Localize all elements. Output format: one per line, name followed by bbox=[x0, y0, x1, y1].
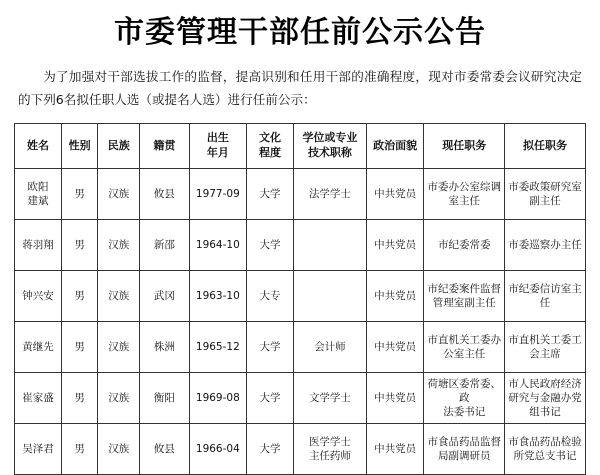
cell-current-position: 荷塘区委常委、政 法委书记 bbox=[424, 373, 505, 424]
table-row bbox=[15, 271, 586, 322]
cell-ethnicity: 汉族 bbox=[98, 322, 140, 373]
cell-proposed-position: 市纪委信访室主 任 bbox=[505, 271, 586, 322]
cell-proposed-position: 市食品药品检验 所党总支书记 bbox=[505, 424, 586, 475]
page-title: 市委管理干部任前公示公告 bbox=[114, 15, 486, 50]
column-header-education: 文化 程度 bbox=[247, 124, 294, 169]
cell-political-status: 中共党员 bbox=[366, 169, 423, 220]
column-header-ethnicity: 民族 bbox=[98, 124, 140, 169]
column-header-proposed-position: 拟任职务 bbox=[505, 124, 586, 169]
cell-sex: 男 bbox=[61, 424, 98, 475]
column-header-current-position: 现任职务 bbox=[424, 124, 505, 169]
cell-native-place: 攸县 bbox=[140, 169, 190, 220]
cell-sex: 男 bbox=[61, 169, 98, 220]
column-header-birth-date: 出生 年月 bbox=[189, 124, 246, 169]
cell-sex: 男 bbox=[61, 322, 98, 373]
cell-birth-date: 1966-04 bbox=[189, 424, 246, 475]
cell-native-place: 衡阳 bbox=[140, 373, 190, 424]
table-body bbox=[15, 169, 586, 475]
cell-ethnicity: 汉族 bbox=[98, 373, 140, 424]
cell-proposed-position: 市委巡察办主任 bbox=[505, 220, 586, 271]
cell-education: 大学 bbox=[247, 322, 294, 373]
cell-education: 大学 bbox=[247, 220, 294, 271]
cell-native-place: 攸县 bbox=[140, 424, 190, 475]
cell-current-position: 市纪委常委 bbox=[424, 220, 505, 271]
cell-birth-date: 1977-09 bbox=[189, 169, 246, 220]
cell-name: 黄继先 bbox=[15, 322, 62, 373]
cell-sex: 男 bbox=[61, 373, 98, 424]
cell-political-status: 中共党员 bbox=[366, 322, 423, 373]
cell-name: 欧阳 建斌 bbox=[15, 169, 62, 220]
cell-political-status: 中共党员 bbox=[366, 220, 423, 271]
column-header-name: 姓名 bbox=[15, 124, 62, 169]
table-row bbox=[15, 322, 586, 373]
cell-native-place: 新邵 bbox=[140, 220, 190, 271]
cell-degree-title: 会计师 bbox=[293, 322, 366, 373]
cell-current-position: 市纪委案件监督 管理室副主任 bbox=[424, 271, 505, 322]
table-row bbox=[15, 220, 586, 271]
cell-degree-title bbox=[293, 220, 366, 271]
intro-paragraph: 为了加强对干部选拔工作的监督，提高识别和任用干部的准确程度，现对市委常委会议研究决定的下列6名拟任职人选（或提名人选）进行任前公示： bbox=[18, 68, 582, 107]
cell-education: 大学 bbox=[247, 424, 294, 475]
table-header-row bbox=[15, 124, 586, 169]
cell-sex: 男 bbox=[61, 220, 98, 271]
cell-birth-date: 1963-10 bbox=[189, 271, 246, 322]
cell-political-status: 中共党员 bbox=[366, 271, 423, 322]
cell-sex: 男 bbox=[61, 271, 98, 322]
cell-current-position: 市委办公室综调 室主任 bbox=[424, 169, 505, 220]
column-header-native-place: 籍贯 bbox=[140, 124, 190, 169]
cell-birth-date: 1969-08 bbox=[189, 373, 246, 424]
cell-education: 大专 bbox=[247, 271, 294, 322]
cell-ethnicity: 汉族 bbox=[98, 424, 140, 475]
cadre-public-notice-table bbox=[14, 123, 586, 475]
cell-ethnicity: 汉族 bbox=[98, 271, 140, 322]
table-row bbox=[15, 424, 586, 475]
cell-degree-title: 文学学士 bbox=[293, 373, 366, 424]
column-header-sex: 性别 bbox=[61, 124, 98, 169]
cell-current-position: 市食品药品监督 局副调研员 bbox=[424, 424, 505, 475]
cell-proposed-position: 市委政策研究室 副主任 bbox=[505, 169, 586, 220]
cell-birth-date: 1964-10 bbox=[189, 220, 246, 271]
cell-name: 吴泽君 bbox=[15, 424, 62, 475]
cell-degree-title: 医学学士 主任药师 bbox=[293, 424, 366, 475]
cell-name: 钟兴安 bbox=[15, 271, 62, 322]
cell-education: 大学 bbox=[247, 169, 294, 220]
cell-proposed-position: 市人民政府经济 研究与金融办党 组书记 bbox=[505, 373, 586, 424]
cell-degree-title bbox=[293, 271, 366, 322]
cell-native-place: 株洲 bbox=[140, 322, 190, 373]
cell-degree-title: 法学学士 bbox=[293, 169, 366, 220]
cell-current-position: 市直机关工委办 公室主任 bbox=[424, 322, 505, 373]
cell-political-status: 中共党员 bbox=[366, 373, 423, 424]
table-row bbox=[15, 169, 586, 220]
cell-ethnicity: 汉族 bbox=[98, 169, 140, 220]
cell-proposed-position: 市直机关工委工 会主席 bbox=[505, 322, 586, 373]
cell-political-status: 中共党员 bbox=[366, 424, 423, 475]
cell-native-place: 武冈 bbox=[140, 271, 190, 322]
cell-name: 崔家盛 bbox=[15, 373, 62, 424]
cell-birth-date: 1965-12 bbox=[189, 322, 246, 373]
table-header bbox=[15, 124, 586, 169]
cell-education: 大学 bbox=[247, 373, 294, 424]
table-row bbox=[15, 373, 586, 424]
column-header-political-status: 政治面貌 bbox=[366, 124, 423, 169]
column-header-degree-title: 学位或专业 技术职称 bbox=[293, 124, 366, 169]
cell-name: 蒋羽翔 bbox=[15, 220, 62, 271]
cell-ethnicity: 汉族 bbox=[98, 220, 140, 271]
